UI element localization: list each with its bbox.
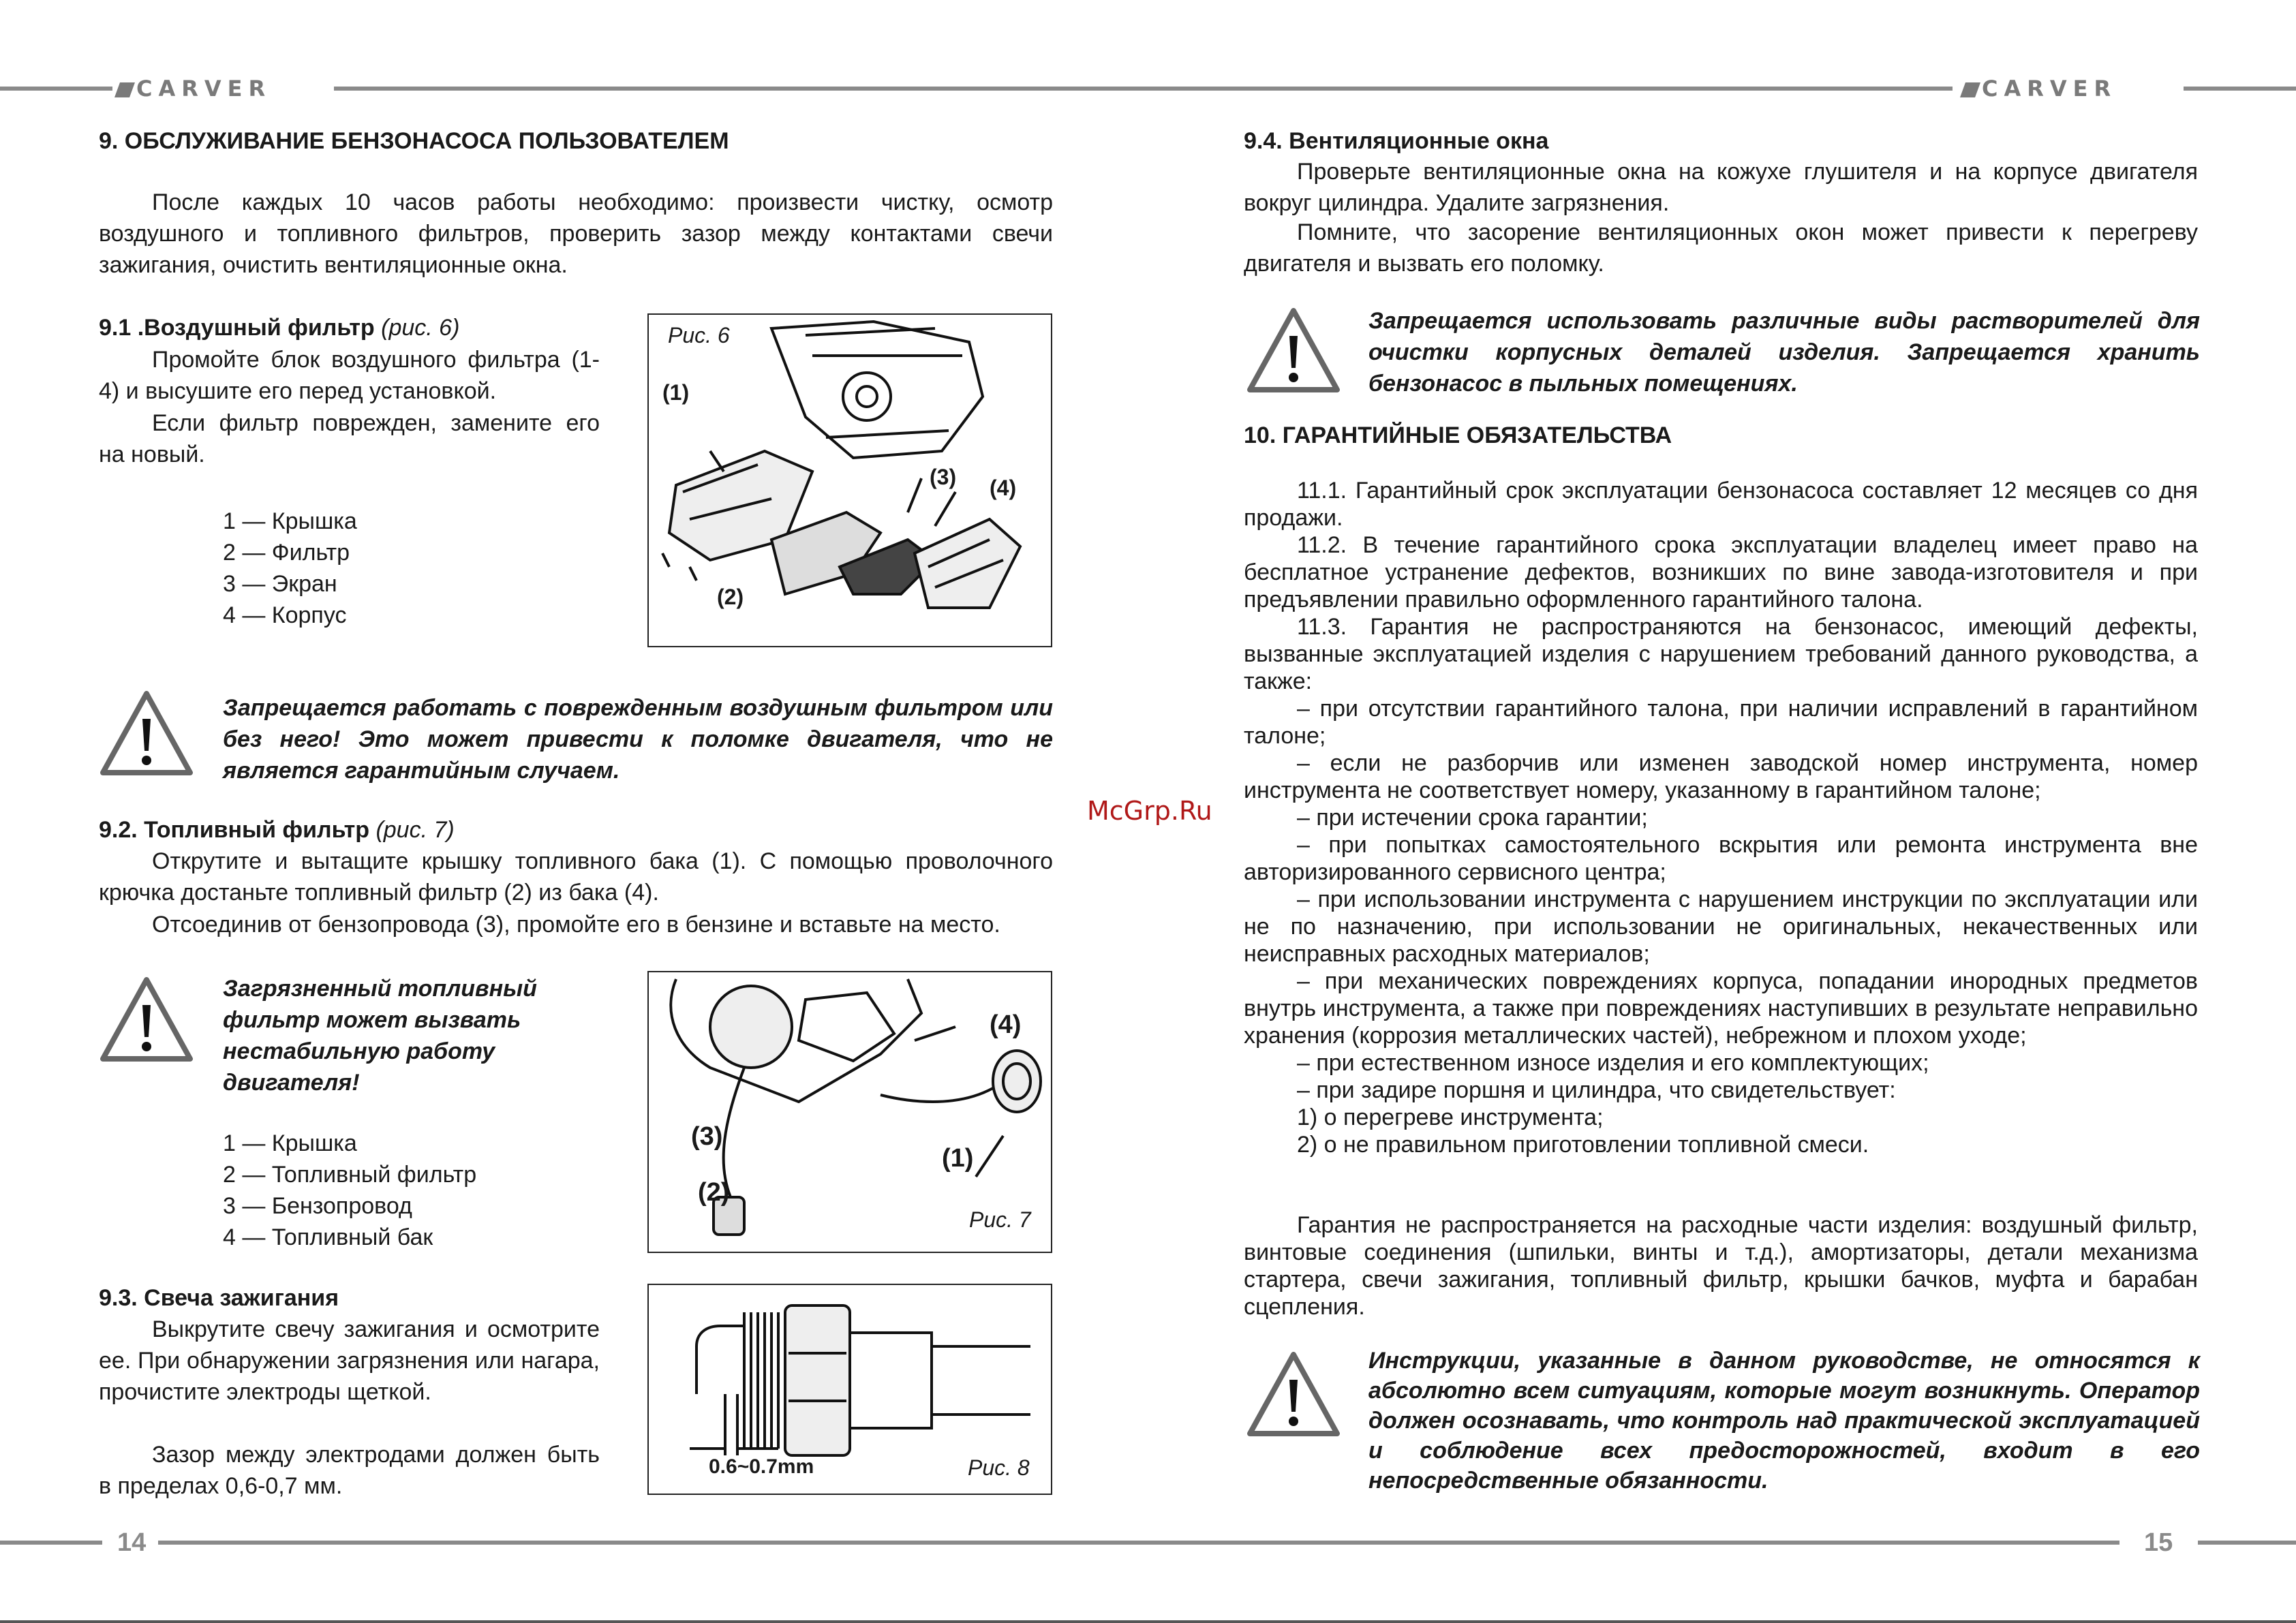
fig7-label-3: (3): [691, 1122, 723, 1151]
fig6-label-4: (4): [990, 476, 1017, 500]
s92-p1-text: Открутите и вытащите крышку топливного бака (1). С помощью проволочного крючка достаньте топливный фильтр (2) из бака (4).: [99, 848, 1053, 906]
list-item: – при естественном износе изделия и его комплектующих;: [1297, 1050, 1929, 1076]
s91-p2-text: Если фильтр поврежден, замените его на новый.: [99, 410, 600, 467]
s94-p1-text: Проверьте вентиляционные окна на кожухе глушителя и на корпусе двигателя вокруг цилиндра. Удалите загрязнения.: [1244, 159, 2198, 216]
figure-8-caption: Рис. 8: [968, 1455, 1030, 1480]
header-rule-left: [0, 87, 112, 91]
warning-solvents: Запрещается использовать различные виды растворителей для очистки корпусных деталей изделия. Запрещается хранить бензонасос в пыльных помещениях.: [1368, 308, 2200, 397]
bottom-edge: [0, 1620, 2296, 1623]
section-91-p1: [99, 344, 600, 407]
s92-p2-text: Отсоединив от бензопровода (3), промойте его в бензине и вставьте на место.: [152, 912, 1000, 938]
logo-mark-icon: [1960, 82, 1980, 97]
section-91-ref: (рис. 6): [381, 315, 460, 341]
figure-8-spark-plug: [647, 1284, 1052, 1495]
section-9-title: 9. ОБСЛУЖИВАНИЕ БЕНЗОНАСОСА ПОЛЬЗОВАТЕЛЕМ: [99, 128, 729, 154]
footer-rule-center: [158, 1541, 2119, 1545]
figure-6-air-filter: [647, 313, 1052, 647]
s91-p1-text: Промойте блок воздушного фильтра (1-4) и высушите его перед установкой.: [99, 347, 600, 404]
page-number-left: 14: [117, 1528, 147, 1557]
warning-icon: [99, 688, 194, 777]
section-92-heading: [99, 814, 1053, 846]
fig6-label-1: (1): [662, 380, 690, 405]
warranty-consumables: [1244, 1211, 2198, 1320]
list-item: – при истечении срока гарантии;: [1297, 805, 1648, 831]
list-item: 1 — Крышка: [223, 1130, 357, 1156]
warranty-11-3: [1244, 613, 2198, 695]
warning-icon: [99, 974, 194, 1063]
section-94-p2: [1244, 217, 2198, 279]
fig6-label-2: (2): [717, 585, 744, 609]
s93-p1-text: Выкрутите свечу зажигания и осмотрите ее. При обнаружении загрязнения или нагара, прочистите электроды щеткой.: [99, 1316, 600, 1405]
p113-text: 11.3. Гарантия не распространяются на бензонасос, имеющий дефекты, вызванные эксплуатацией изделия с нарушением требований данного руководства, а также:: [1244, 614, 2198, 694]
p111-text: 11.1. Гарантийный срок эксплуатации бензонасоса составляет 12 месяцев со дня продажи.: [1244, 478, 2198, 531]
section-92-parts-list: [223, 1128, 604, 1253]
list-item: 4 — Корпус: [223, 602, 347, 628]
header-rule-right: [2184, 87, 2296, 91]
list-item: – при задире поршня и цилиндра, что свидетельствует:: [1297, 1077, 1896, 1103]
section-93-title: 9.3. Свеча зажигания: [99, 1285, 339, 1311]
warranty-11-2: [1244, 531, 2198, 613]
footer-rule-left: [0, 1541, 102, 1545]
section-91-parts-list: [223, 506, 564, 631]
list-item: – при отсутствии гарантийного талона, при наличии исправлений в гарантийном талоне;: [1244, 696, 2198, 749]
section-93-p2: [99, 1439, 600, 1502]
consumables-text: Гарантия не распространяется на расходные части изделия: воздушный фильтр, винтовые соединения (шпильки, винты и т.д.), амортизаторы, детали механизма стартера, свечи зажигания, топливный фильтр, крышки бачков, муфта и барабан сцепления.: [1244, 1212, 2198, 1320]
warranty-exclusions: [1244, 695, 2198, 1158]
section-93-p1: [99, 1314, 600, 1408]
list-item: 3 — Бензопровод: [223, 1193, 412, 1219]
section-10-title: 10. ГАРАНТИЙНЫЕ ОБЯЗАТЕЛЬСТВА: [1244, 422, 1672, 448]
figure-7-fuel-filter: [647, 971, 1052, 1253]
list-item: 1) о перегреве инструмента;: [1297, 1104, 1604, 1130]
fig7-label-4: (4): [990, 1010, 1022, 1039]
warning-air-filter: Запрещается работать с поврежденным воздушным фильтром или без него! Это может привести к поломке двигателя, что не является гарантийным случаем.: [223, 695, 1053, 784]
warning-fuel-filter: Загрязненный топливный фильтр может вызвать нестабильную работу двигателя!: [223, 976, 537, 1096]
section-94-title: 9.4. Вентиляционные окна: [1244, 128, 1549, 154]
fig7-label-1: (1): [942, 1144, 974, 1173]
s93-p2-text: Зазор между электродами должен быть в пределах 0,6-0,7 мм.: [99, 1442, 600, 1499]
warranty-11-1: [1244, 477, 2198, 531]
p112-text: 11.2. В течение гарантийного срока эксплуатации владелец имеет право на бесплатное устранение дефектов, возникших по вине завода-изготовителя и при предъявлении правильно оформленного гарантийного талона.: [1244, 532, 2198, 613]
intro-text: После каждых 10 часов работы необходимо: произвести чистку, осмотр воздушного и топливного фильтров, проверить зазор между контактами свечи зажигания, очистить вентиляционные окна.: [99, 189, 1053, 278]
fig7-label-2: (2): [698, 1178, 730, 1207]
section-92-title: 9.2. Топливный фильтр: [99, 817, 369, 843]
section-91-heading: [99, 312, 617, 343]
section-94-p1: [1244, 156, 2198, 219]
list-item: – при использовании инструмента с нарушением инструкции по эксплуатации или не по назначению, при использовании не оригинальных, некачественных или неисправных расходных материалов;: [1244, 886, 2198, 967]
carver-logo-left: CARVER: [117, 75, 271, 102]
spark-gap-label: 0.6~0.7mm: [709, 1455, 814, 1478]
section-92-p2: [99, 909, 1053, 940]
figure-6-caption: Рис. 6: [668, 323, 730, 347]
logo-mark-icon: [114, 82, 135, 97]
warning-icon: [1246, 305, 1341, 394]
section-91-p2: [99, 407, 600, 470]
warning-icon: [1246, 1349, 1341, 1438]
list-item: – при механических повреждениях корпуса, попадании инородных предметов внутрь инструмента, а также при повреждениях наступивших в результате неправильно хранения (коррозия металлических частей), небрежном и плохом уходе;: [1244, 968, 2198, 1049]
fig6-label-3: (3): [930, 465, 957, 489]
list-item: 2 — Топливный фильтр: [223, 1162, 477, 1188]
list-item: 2) о не правильном приготовлении топливной смеси.: [1297, 1132, 1869, 1158]
list-item: – при попытках самостоятельного вскрытия или ремонта инструмента вне авторизированного сервисного центра;: [1244, 832, 2198, 885]
footer-rule-right: [2198, 1541, 2296, 1545]
section-92-p1: [99, 846, 1053, 908]
list-item: 4 — Топливный бак: [223, 1224, 433, 1250]
list-item: 2 — Фильтр: [223, 540, 350, 566]
figure-7-caption: Рис. 7: [969, 1207, 1031, 1232]
carver-logo-right: CARVER: [1963, 75, 2117, 102]
page-number-right: 15: [2144, 1528, 2173, 1557]
section-9-intro: [99, 187, 1053, 281]
list-item: 1 — Крышка: [223, 508, 357, 534]
s94-p2-text: Помните, что засорение вентиляционных окон может привести к перегреву двигателя и вызвать его поломку.: [1244, 219, 2198, 277]
warning-operator-responsibility: Инструкции, указанные в данном руководстве, не относятся к абсолютно всем ситуациям, которые могут возникнуть. Оператор должен осознавать, что контроль над практической эксплуатацией и соблюдение всех предосторожностей, входит в его непосредственные обязанности.: [1368, 1348, 2200, 1494]
list-item: – если не разборчив или изменен заводской номер инструмента, номер инструмента не соответствует номеру, указанному в гарантийном талоне;: [1244, 750, 2198, 803]
watermark: McGrp.Ru: [1087, 796, 1212, 826]
section-92-ref: (рис. 7): [376, 817, 455, 843]
section-91-title: 9.1 .Воздушный фильтр: [99, 315, 375, 341]
list-item: 3 — Экран: [223, 571, 337, 597]
header-rule-center: [334, 87, 1953, 91]
